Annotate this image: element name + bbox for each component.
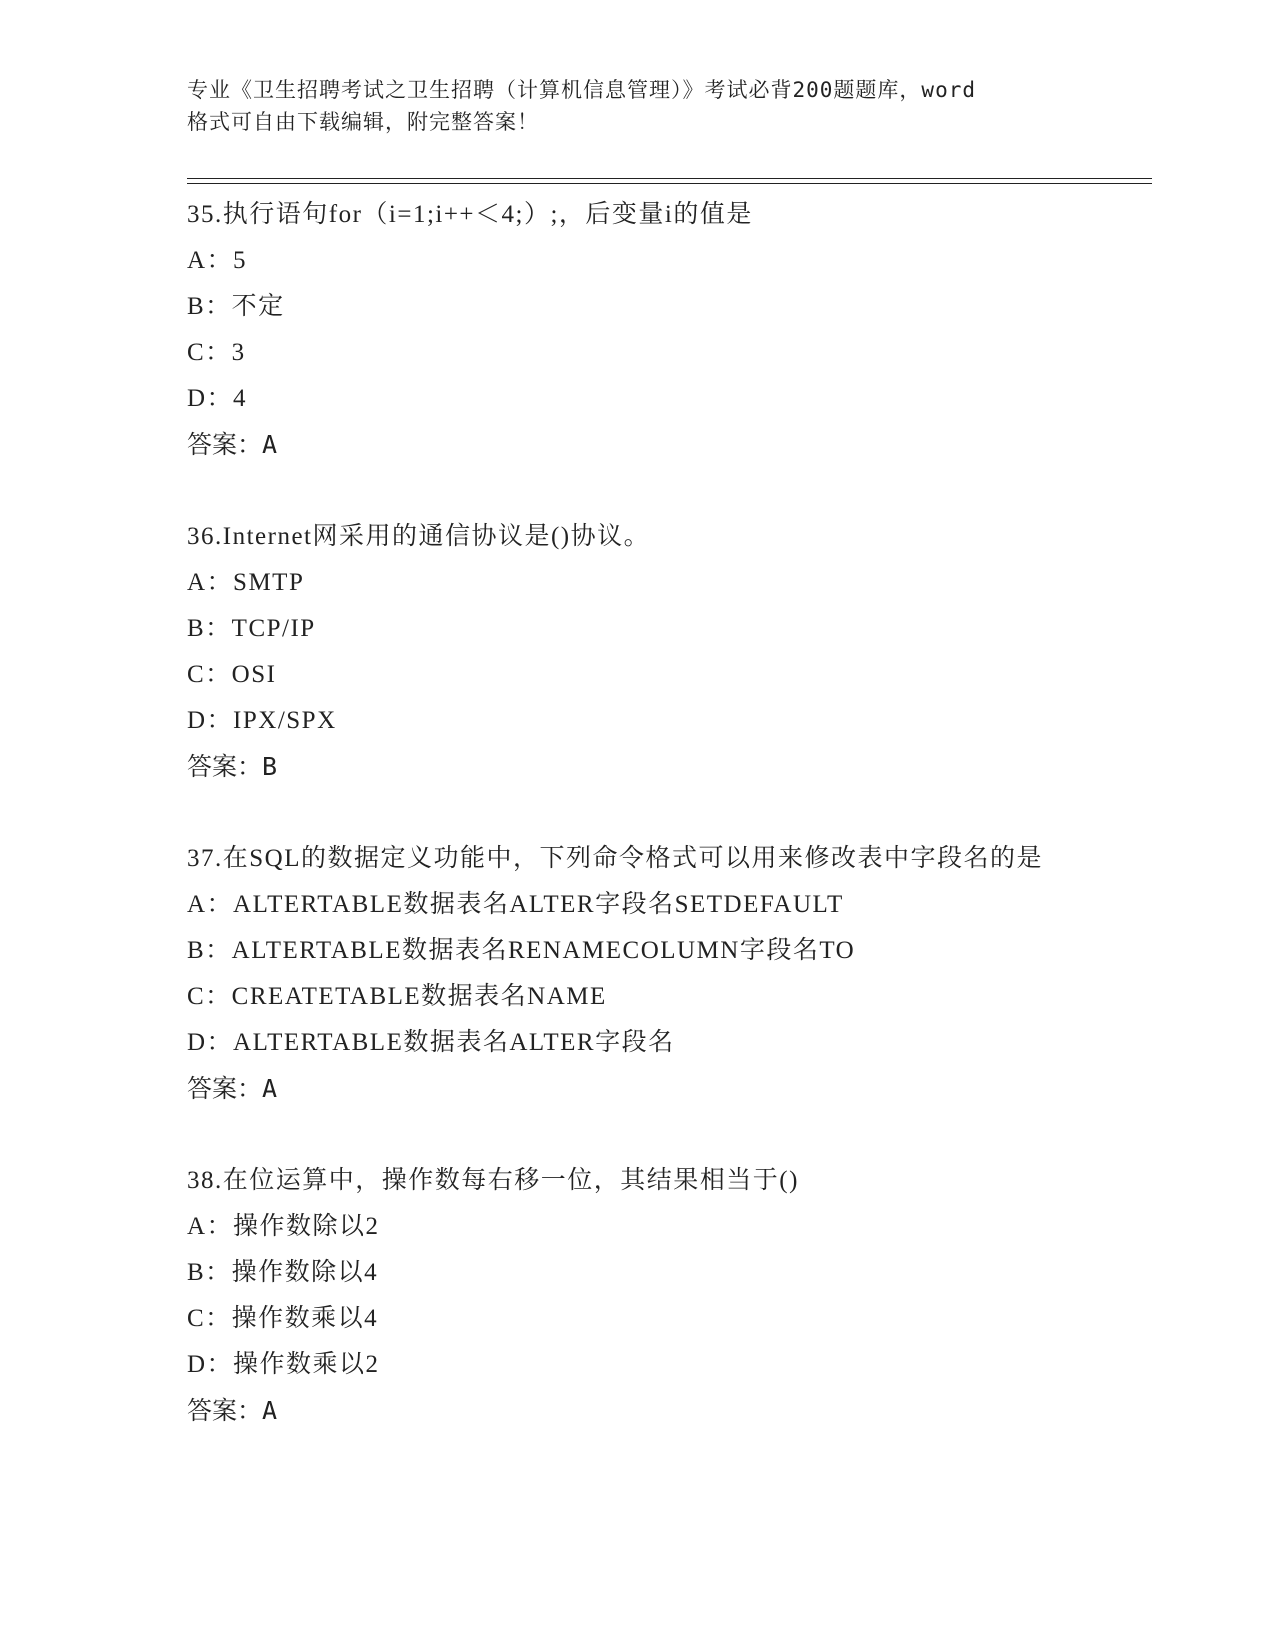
header-divider-bottom — [187, 183, 1152, 184]
answer-line: 答案：A — [187, 430, 278, 459]
question-list — [187, 192, 1087, 1480]
option-b: B：ALTERTABLE数据表名RENAMECOLUMN字段名TO — [187, 937, 856, 964]
option-c: C：操作数乘以4 — [187, 1305, 379, 1332]
question-36 — [187, 514, 1087, 790]
option-d: D：操作数乘以2 — [187, 1351, 380, 1378]
option-c: C：OSI — [187, 661, 277, 688]
question-stem: 35.执行语句for（i=1;i++＜4;）;，后变量i的值是 — [187, 201, 753, 228]
question-38 — [187, 1158, 1087, 1434]
header-divider-top — [187, 178, 1152, 179]
header-line-1: 专业《卫生招聘考试之卫生招聘（计算机信息管理）》考试必背200题题库，word — [187, 78, 976, 102]
option-b: B：操作数除以4 — [187, 1259, 379, 1286]
option-a: A：5 — [187, 247, 248, 274]
answer-line: 答案：A — [187, 1074, 278, 1103]
option-a: A：ALTERTABLE数据表名ALTER字段名SETDEFAULT — [187, 891, 844, 918]
option-d: D：IPX/SPX — [187, 707, 337, 734]
document-header — [187, 74, 1087, 138]
option-c: C：CREATETABLE数据表名NAME — [187, 983, 607, 1010]
option-d: D：4 — [187, 385, 248, 412]
option-a: A：操作数除以2 — [187, 1213, 380, 1240]
option-d: D：ALTERTABLE数据表名ALTER字段名 — [187, 1029, 675, 1056]
answer-line: 答案：B — [187, 752, 278, 781]
option-a: A：SMTP — [187, 569, 305, 596]
question-37 — [187, 836, 1087, 1112]
option-c: C：3 — [187, 339, 246, 366]
option-b: B：TCP/IP — [187, 615, 316, 642]
answer-line: 答案：A — [187, 1396, 278, 1425]
question-stem: 36.Internet网采用的通信协议是()协议。 — [187, 523, 651, 550]
option-b: B：不定 — [187, 293, 285, 320]
question-35 — [187, 192, 1087, 468]
header-line-2: 格式可自由下载编辑，附完整答案！ — [187, 110, 539, 134]
question-stem: 38.在位运算中，操作数每右移一位，其结果相当于() — [187, 1167, 799, 1194]
question-stem: 37.在SQL的数据定义功能中，下列命令格式可以用来修改表中字段名的是 — [187, 845, 1043, 872]
